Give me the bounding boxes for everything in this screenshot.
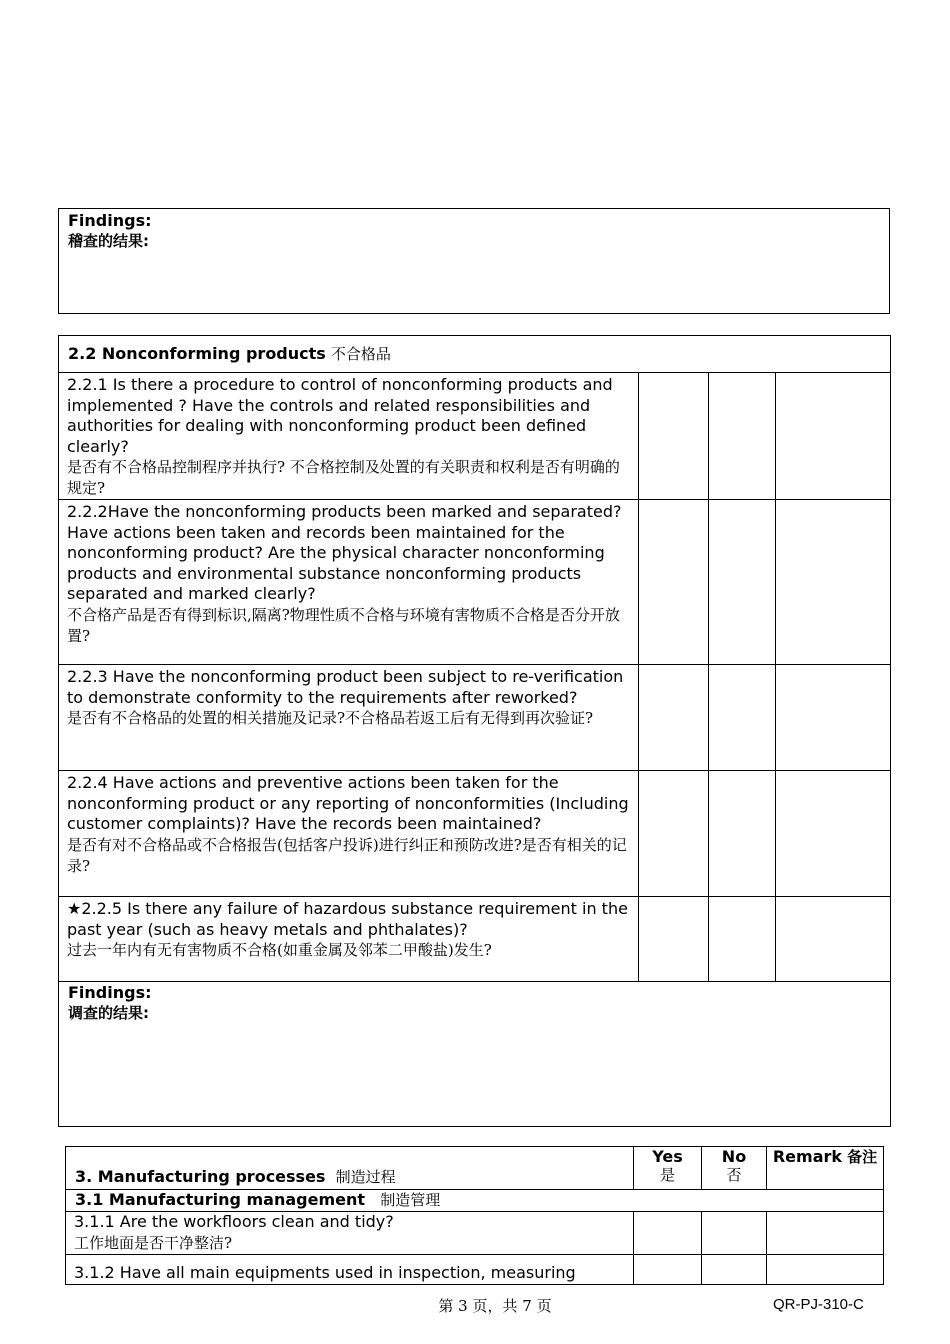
yes-cell[interactable] xyxy=(639,897,709,982)
yes-header xyxy=(634,1147,702,1190)
yes-cell[interactable] xyxy=(639,500,709,665)
question-text: 2.2.1 Is there a procedure to control of nonconforming products and implemented ? Have the controls and related responsibilities and authorities for dealing with nonconforming product been defined clearly? xyxy=(67,375,613,456)
table-row xyxy=(66,1255,884,1285)
findings-label-cn: 稽查的结果: xyxy=(68,232,149,250)
question-text-cn: 过去一年内有无有害物质不合格(如重金属及邻苯二甲酸盐)发生? xyxy=(67,941,492,959)
findings-label: Findings: xyxy=(68,983,152,1002)
remark-cell[interactable] xyxy=(776,500,891,665)
manufacturing-processes-table xyxy=(65,1146,884,1285)
no-label: No xyxy=(721,1147,747,1166)
table-row xyxy=(66,1212,884,1255)
remark-label-cn: 备注 xyxy=(847,1148,878,1166)
nonconforming-products-table xyxy=(58,335,891,1127)
question-text-cn: 是否有不合格品的处置的相关措施及记录?不合格品若返工后有无得到再次验证? xyxy=(67,709,594,727)
question-text-cn: 不合格产品是否有得到标识,隔离?物理性质不合格与环境有害物质不合格是否分开放置? xyxy=(67,605,620,645)
remark-cell[interactable] xyxy=(776,897,891,982)
no-cell[interactable] xyxy=(709,665,776,771)
findings-row xyxy=(59,982,891,1127)
table-row xyxy=(59,373,891,500)
yes-cell[interactable] xyxy=(634,1212,702,1255)
yes-cell[interactable] xyxy=(639,373,709,500)
remark-cell[interactable] xyxy=(767,1212,884,1255)
remark-cell[interactable] xyxy=(776,665,891,771)
section-title: 2.2 Nonconforming products xyxy=(68,343,326,363)
question-text-cn: 工作地面是否干净整洁? xyxy=(74,1233,233,1252)
question-text-cn: 是否有不合格品控制程序并执行? 不合格控制及处置的有关职责和权利是否有明确的规定? xyxy=(67,458,620,497)
no-cell[interactable] xyxy=(709,500,776,665)
findings-box-1 xyxy=(58,208,890,314)
table-row xyxy=(59,897,891,982)
yes-cell[interactable] xyxy=(639,665,709,771)
section-title: 3. Manufacturing processes xyxy=(75,1167,326,1186)
question-text: ★2.2.5 Is there any failure of hazardous substance requirement in the past year (such as heavy metals and phthalates)? xyxy=(67,899,628,939)
sub-heading-title-cn: 制造管理 xyxy=(380,1191,441,1209)
table-row xyxy=(59,500,891,665)
findings-label-cn: 调查的结果: xyxy=(68,1004,149,1022)
no-cell[interactable] xyxy=(709,373,776,500)
sub-heading-title: 3.1 Manufacturing management xyxy=(75,1190,366,1209)
section-title-cn: 不合格品 xyxy=(330,344,391,363)
yes-label: Yes xyxy=(652,1147,683,1166)
question-text: 2.2.2Have the nonconforming products been marked and separated? Have actions been taken and records been maintained for the nonconforming product? Are the physical character nonconforming products and environmental substance nonconforming products separated and marked clearly? xyxy=(67,502,622,603)
remark-cell[interactable] xyxy=(776,373,891,500)
table-row xyxy=(59,771,891,897)
no-header xyxy=(702,1147,767,1190)
no-label-cn: 否 xyxy=(726,1166,742,1184)
question-text: 2.2.3 Have the nonconforming product been subject to re-verification to demonstrate conformity to the requirements after reworked? xyxy=(67,667,624,707)
no-cell[interactable] xyxy=(702,1212,767,1255)
sub-heading-3-1 xyxy=(66,1190,884,1212)
remark-label: Remark xyxy=(772,1147,843,1166)
remark-cell[interactable] xyxy=(767,1255,884,1285)
no-cell[interactable] xyxy=(709,771,776,897)
yes-cell[interactable] xyxy=(634,1255,702,1285)
document-code: QR-PJ-310-C xyxy=(773,1296,864,1313)
yes-cell[interactable] xyxy=(639,771,709,897)
no-cell[interactable] xyxy=(702,1255,767,1285)
question-text: 2.2.4 Have actions and preventive actions been taken for the nonconforming product or any reporting of nonconformities (Including customer complaints)? Have the records been maintained? xyxy=(67,773,629,833)
question-text-cn: 是否有对不合格品或不合格报告(包括客户投诉)进行纠正和预防改进?是否有相关的记录? xyxy=(67,835,627,875)
page-number: 第 3 页，共 7 页 xyxy=(438,1297,552,1315)
question-text: 3.1.2 Have all main equipments used in inspection, measuring xyxy=(74,1263,576,1282)
section-title-cn: 制造过程 xyxy=(335,1168,396,1186)
remark-header xyxy=(767,1147,884,1190)
remark-cell[interactable] xyxy=(776,771,891,897)
findings-cell[interactable] xyxy=(59,982,891,1127)
section-heading-3 xyxy=(66,1147,634,1190)
yes-label-cn: 是 xyxy=(659,1166,675,1184)
table-row xyxy=(59,665,891,771)
findings-label: Findings: xyxy=(68,211,152,230)
no-cell[interactable] xyxy=(709,897,776,982)
question-text: 3.1.1 Are the workfloors clean and tidy? xyxy=(74,1212,394,1231)
section-heading-2-2 xyxy=(59,336,891,373)
